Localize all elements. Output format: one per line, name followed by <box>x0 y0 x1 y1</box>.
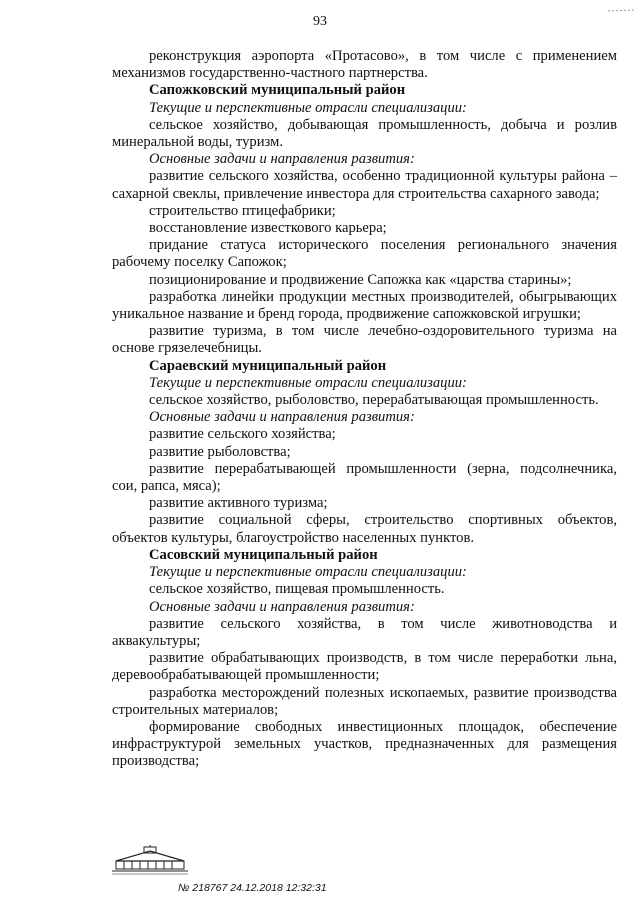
paragraph: разработка месторождений полезных ископаемых, развитие производства строительных материалов; <box>112 684 617 718</box>
corner-scan-mark <box>606 2 636 10</box>
paragraph: развитие рыболовства; <box>149 443 291 460</box>
paragraph: формирование свободных инвестиционных площадок, обеспечение инфраструктурой земельных участков, предназначенных для размещения производства; <box>112 718 617 770</box>
paragraph: развитие сельского хозяйства, особенно традиционной культуры района – сахарной свеклы, привлечение инвестора для строительства сахарного завода; <box>112 168 617 202</box>
subsection-label: Основные задачи и направления развития: <box>149 409 415 426</box>
paragraph: развитие сельского хозяйства; <box>149 426 336 443</box>
paragraph: развитие перерабатывающей промышленности (зерна, подсолнечника, сои, рапса, мяса); <box>112 460 617 495</box>
paragraph: реконструкция аэропорта «Протасово», в том числе с применением механизмов государственно-частного партнерства. <box>112 48 617 82</box>
government-building-logo <box>110 845 190 877</box>
subsection-label: Текущие и перспективные отрасли специализации: <box>149 99 467 116</box>
document-stamp: № 218767 24.12.2018 12:32:31 <box>178 882 327 894</box>
paragraph: придание статуса исторического поселения регионального значения рабочему поселку Сапожок; <box>112 237 617 271</box>
paragraph: развитие туризма, в том числе лечебно-оздоровительного туризма на основе грязелечебницы. <box>112 323 617 357</box>
paragraph: сельское хозяйство, пищевая промышленность. <box>149 581 445 598</box>
paragraph: сельское хозяйство, рыболовство, перерабатывающая промышленность. <box>149 392 599 409</box>
document-body <box>112 48 617 771</box>
subsection-label: Текущие и перспективные отрасли специализации: <box>149 374 467 391</box>
section-heading: Сапожковский муниципальный район <box>149 82 406 99</box>
paragraph: развитие социальной сферы, строительство спортивных объектов, объектов культуры, благоустройство населенных пунктов. <box>112 512 617 546</box>
paragraph: развитие обрабатывающих производств, в том числе переработки льна, деревообрабатывающей промышленности; <box>112 650 617 684</box>
paragraph: позиционирование и продвижение Сапожка как «царства старины»; <box>149 271 572 288</box>
paragraph: строительство птицефабрики; <box>149 202 336 219</box>
subsection-label: Основные задачи и направления развития: <box>149 598 415 615</box>
page-number: 93 <box>313 14 327 29</box>
paragraph: разработка линейки продукции местных производителей, обыгрывающих уникальное название и бренд города, продвижение сапожковской игрушки; <box>112 288 617 323</box>
paragraph: развитие активного туризма; <box>149 495 328 512</box>
paragraph: сельское хозяйство, добывающая промышленность, добыча и розлив минеральной воды, туризм. <box>112 116 617 151</box>
subsection-label: Текущие и перспективные отрасли специализации: <box>149 564 467 581</box>
section-heading: Сасовский муниципальный район <box>149 546 378 563</box>
section-heading: Сараевский муниципальный район <box>149 357 387 374</box>
paragraph: восстановление известкового карьера; <box>149 220 387 237</box>
paragraph: развитие сельского хозяйства, в том числе животноводства и аквакультуры; <box>112 615 617 649</box>
subsection-label: Основные задачи и направления развития: <box>149 151 415 168</box>
